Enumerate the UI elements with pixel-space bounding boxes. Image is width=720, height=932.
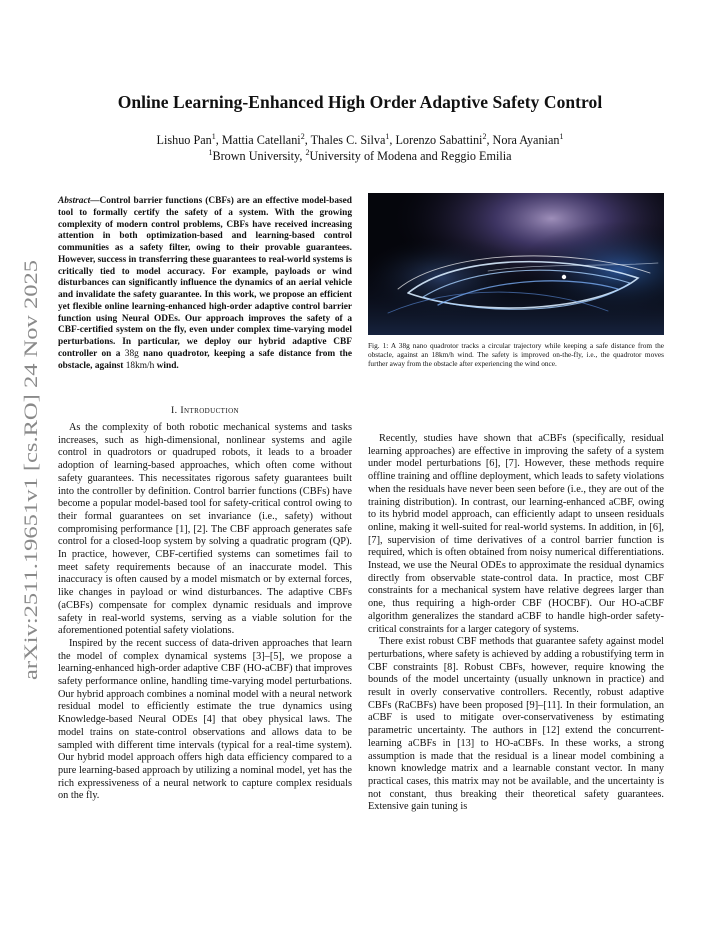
abstract <box>58 196 352 372</box>
author-4: Lorenzo Sabattini$^2$, <box>395 131 493 147</box>
author-aff-mark: 1 <box>211 131 216 141</box>
author-name: Lishuo Pan <box>156 133 212 147</box>
affiliation-mark: 1 <box>208 147 213 157</box>
figure-1-caption: Fig. 1: A 38g nano quadrotor tracks a circular trajectory while keeping a safe distance from the obstacle, against an 18km/h wind. The safety is improved on-the-fly, i.e., the quadrotor moves further away from the obstacle after experiencing the wind once. <box>368 341 664 369</box>
paragraph: Inspired by the recent success of data-driven approaches that learn the model of complex dynamical systems [3]–[5], we propose a learning-enhanced high-order adaptive CBF (HO-aCBF) that improves safety performance online, handling time-varying model perturbations. Our hybrid approach combines a nominal model with a neural network residual model to efficiently estimate the true dynamics using Knowledge-based Neural ODEs [4] that obey physical laws. The model trains on state-control observations and allows data to be sampled with different time intervals (typical for a real-time system). Our hybrid model approach offers high data efficiency compared to a pure learning-based approach by utilizing a nominal model, yet has the rich expressiveness of a neural network to capture complex residuals on the fly. <box>58 637 352 802</box>
abstract-unit-mass: 38g <box>124 348 139 359</box>
affiliation-mark: 2 <box>305 147 310 157</box>
paragraph: As the complexity of both robotic mechanical systems and tasks increases, such as high-dimensional, nonlinear systems and agile control in quadrotors or quadruped robots, it leads to a broader adoption of learning-based approaches, which often come without safety guarantees. This necessitates rigorous safety guarantees built into the controller by definition. Control barrier functions (CBFs) have become a popular model-based tool for safety-critical control owing to their formal guarantees on set invariance (i.e., safety) without compromising performance [1], [2]. The CBF approach generates safe control for a closed-loop system by solving a quadratic program (QP). In practice, however, CBF-certified systems can sometimes fail to meet safety requirements because of an inaccurate model. This inaccuracy is often caused by a model mismatch or by external forces, like changes in payload or wind disturbances. The adaptive CBFs (aCBFs) compensate for complex dynamic residuals and improve safety in real-world systems, serving as a viable solution for the aforementioned potential safety violations. <box>58 422 352 637</box>
section-heading-text: I. Introduction <box>171 405 239 416</box>
paper-title: Online Learning-Enhanced High Order Adaptive Safety Control <box>117 92 603 112</box>
affiliations <box>60 148 660 164</box>
author-name: Thales C. Silva <box>310 133 386 147</box>
quadrotor-light <box>562 275 566 279</box>
arxiv-stamp <box>20 260 42 680</box>
author-name: Mattia Catellani <box>221 133 301 147</box>
abstract-unit-speed: 18km/h <box>125 360 155 371</box>
paragraph: Recently, studies have shown that aCBFs (specifically, residual learning approaches) are effective in improving the safety of a system under model perturbations [6], [7]. However, these methods require offline training and offline deployment, which leads to safety violations when the residuals have never been seen before (i.e., they are out of the training distribution). In contrast, our learning-enhanced aCBF, owing to its hybrid model approach, can efficiently adapt to unseen residuals online, making it well-suited for real-world systems. In addition, in [6], [7], supervision of time derivatives of a control barrier function is required, which is often obtained from noisy numerical differentiations. Instead, we use the Neural ODEs to approximate the residual dynamics directly from observable state-control data. In practice, most CBF constraints for a mechanical system have relative degrees larger than one, thus requiring a high-order CBF (HOCBF). Our HO-aCBF algorithm generalizes the standard aCBF to handle high-order safety-critical constraints for a larger category of systems. <box>368 433 664 635</box>
author-1: Lishuo Pan$^1$, <box>156 131 222 147</box>
arxiv-stamp-graphic <box>20 260 42 680</box>
author-aff-mark: 2 <box>300 131 305 141</box>
section-heading-introduction <box>58 405 352 416</box>
author-2: Mattia Catellani$^2$, <box>221 131 311 147</box>
abstract-text: —Control barrier functions (CBFs) are an effective model-based tool to formally certify the safety of a system. With the growing complexity of modern control problems, CBFs have received increasing attention in both optimization-based and learning-based control communities as a safety filter, owing to their provable guarantees. However, success in transferring these guarantees to real-world systems is critically tied to model accuracy. For example, payloads or wind disturbances can significantly influence the dynamics of an aerial vehicle and invalidate the safety guarantee. In this work, we propose an efficient yet flexible online learning-enhanced high-order adaptive control barrier function using Neural ODEs. Our approach improves the safety of a CBF-certified system on the fly, even under complex time-varying model perturbations. In particular, we deploy our hybrid adaptive CBF controller on a <box>58 196 352 359</box>
quadrotor-long-exposure-image <box>368 193 664 335</box>
left-column-body <box>58 422 352 803</box>
affiliation-text: Brown University, <box>212 149 306 163</box>
figure-1-photo <box>368 193 664 335</box>
author-name: Lorenzo Sabattini <box>395 133 483 147</box>
author-3: Thales C. Silva$^1$, <box>310 131 396 147</box>
right-column-body <box>368 433 664 814</box>
author-5 <box>493 133 564 147</box>
floor-glow <box>368 263 664 335</box>
author-block <box>60 132 660 164</box>
abstract-label: Abstract <box>58 196 91 206</box>
affiliation-text: University of Modena and Reggio Emilia <box>309 149 512 163</box>
author-name: Nora Ayanian <box>492 133 560 147</box>
abstract-text-mid: nano quadrotor, keeping a safe distance from the obstacle, against <box>58 348 352 371</box>
arxiv-stamp-text: arXiv:2511.19651v1 [cs.RO] 24 Nov 2025 <box>21 354 42 680</box>
abstract-text-end: wind. <box>154 360 179 371</box>
author-aff-mark: 1 <box>385 131 390 141</box>
paragraph: There exist robust CBF methods that guarantee safety against model perturbations, where safety is achieved by adding a robustifying term in CBF constraints [8]. Robust CBFs, however, require knowing the bounds of the model uncertainty (usually unknown in practice) and result in overly conservative controllers. Recently, robust adaptive CBFs (RaCBFs) have been proposed [9]–[11]. In their formulation, an aCBF is used to mitigate over-conservativeness by estimating parametric uncertainty. The authors in [12] extend the concurrent-learning aCBFs in [13] to HO-aCBFs. In these works, a strong assumption is made that the residual is a linear model combining a known knowledge matrix and a learnable constant vector. In many practical cases, this matrix may not be available, and the uncertainty is not constant, thus breaking their theoretical safety guarantees. Extensive gain tuning is <box>368 636 664 813</box>
author-aff-mark: 1 <box>559 131 564 141</box>
author-aff-mark: 2 <box>482 131 487 141</box>
author-names <box>60 132 660 148</box>
